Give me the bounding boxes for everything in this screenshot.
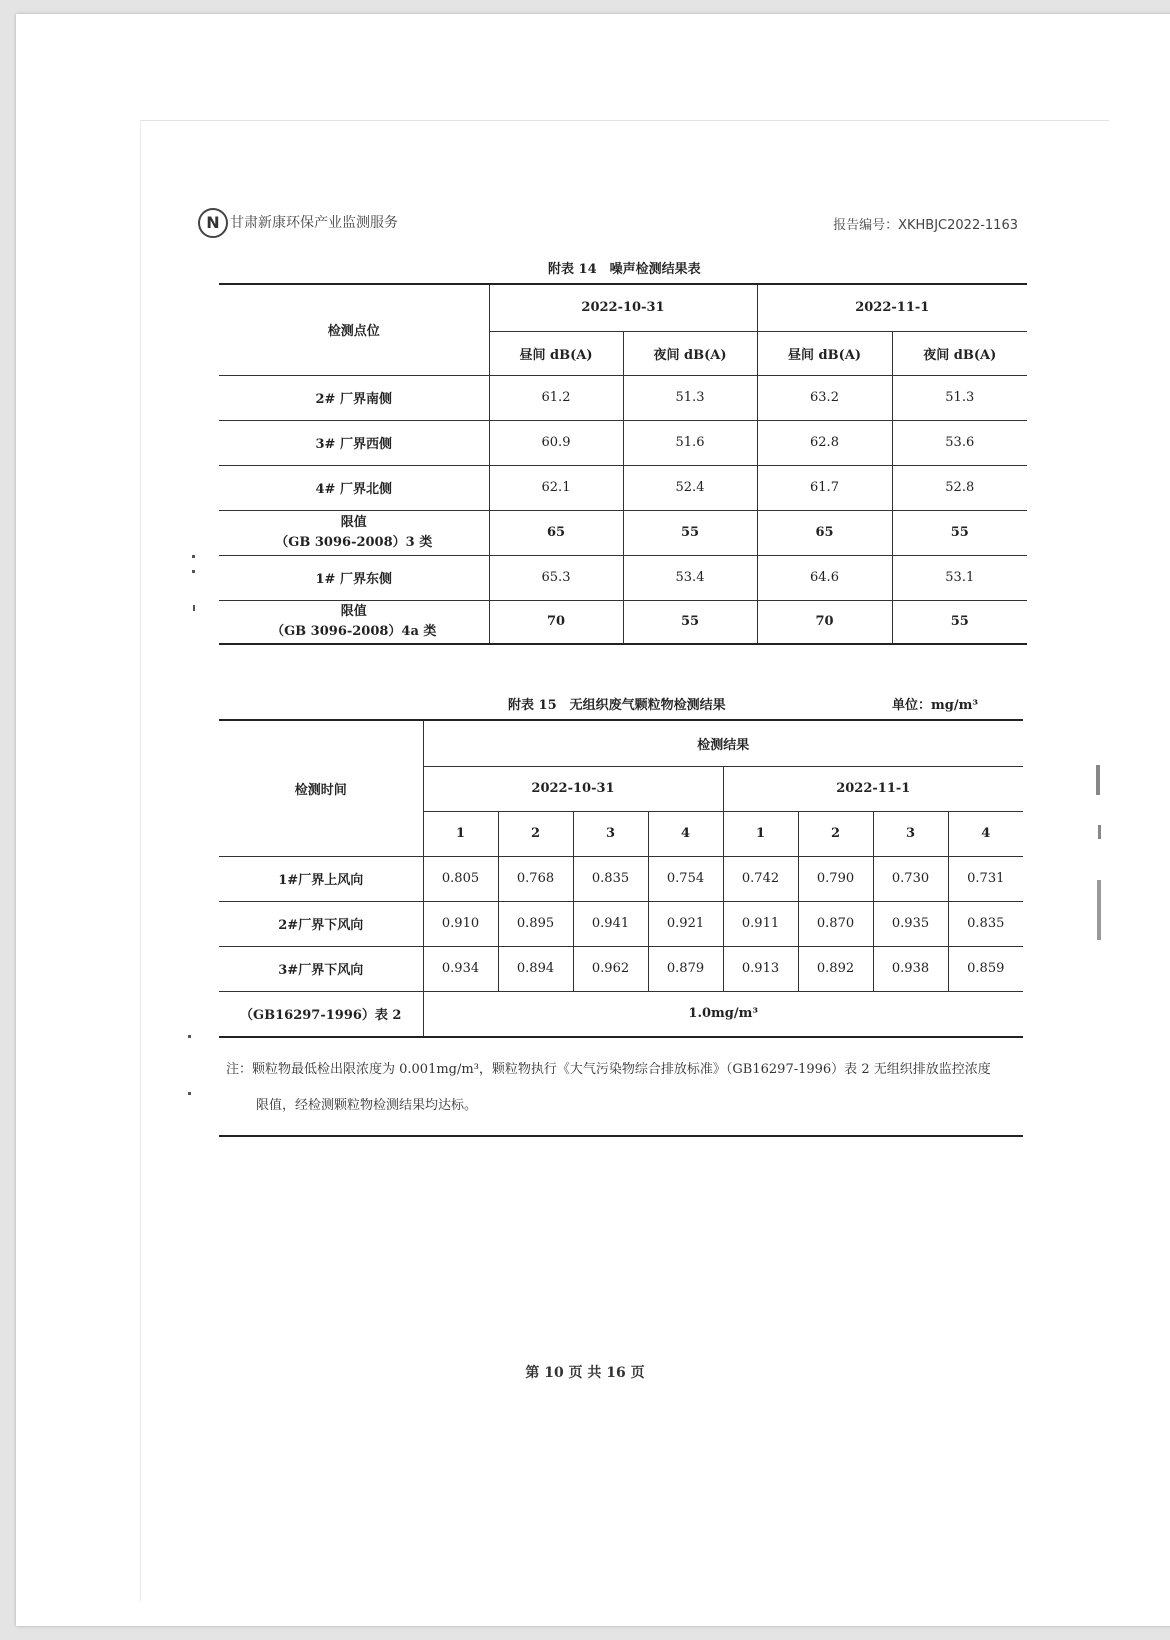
sample-number: 2 [498, 811, 573, 856]
scan-speck [192, 570, 195, 573]
limit-value: 55 [892, 510, 1027, 555]
cell-value: 0.962 [573, 946, 648, 991]
scan-speck [1098, 825, 1101, 839]
cell-value: 51.6 [623, 420, 757, 465]
cell-value: 0.870 [798, 901, 873, 946]
limit-value: 70 [757, 600, 892, 644]
table-row [219, 901, 1023, 946]
cell-value: 0.730 [873, 856, 948, 901]
limit-value: 55 [623, 600, 757, 644]
cell-value: 63.2 [757, 375, 892, 420]
point-header: 检测点位 [219, 285, 489, 375]
time-header: 检测时间 [219, 721, 423, 856]
cell-value: 62.8 [757, 420, 892, 465]
sample-number: 1 [423, 811, 498, 856]
row-label: 4# 厂界北侧 [219, 465, 489, 510]
company-name: 甘肃新康环保产业监测服务 [230, 215, 398, 231]
table-row [219, 555, 1027, 600]
row-label: 3#厂界下风向 [219, 946, 423, 991]
table-row [219, 856, 1023, 901]
limit-label [219, 600, 489, 644]
cell-value: 0.790 [798, 856, 873, 901]
limit-value: 70 [489, 600, 623, 644]
scan-speck [1096, 765, 1100, 795]
cell-value: 51.3 [892, 375, 1027, 420]
cell-value: 0.835 [573, 856, 648, 901]
cell-value: 0.913 [723, 946, 798, 991]
cell-value: 0.895 [498, 901, 573, 946]
sample-number: 4 [648, 811, 723, 856]
row-label: 1# 厂界东侧 [219, 555, 489, 600]
sample-number: 1 [723, 811, 798, 856]
sub-header: 夜间 dB(A) [892, 331, 1027, 375]
table14-caption: 附表 14 噪声检测结果表 [548, 262, 701, 277]
cell-value: 0.921 [648, 901, 723, 946]
cell-value: 51.3 [623, 375, 757, 420]
note-line2: 限值，经检测颗粒物检测结果均达标。 [256, 1098, 478, 1113]
limit-label-line2: （GB 3096-2008）4a 类 [271, 623, 437, 639]
table-row [219, 420, 1027, 465]
scan-speck [188, 1092, 191, 1095]
row-label: 2# 厂界南侧 [219, 375, 489, 420]
cell-value: 65.3 [489, 555, 623, 600]
table-row [219, 375, 1027, 420]
table-note [226, 1052, 1016, 1124]
cell-value: 52.4 [623, 465, 757, 510]
note-line1: 注：颗粒物最低检出限浓度为 0.001mg/m³，颗粒物执行《大气污染物综合排放标准》（GB16297-1996）表 2 无组织排放监控浓度 [226, 1062, 991, 1077]
limit-row [219, 991, 1023, 1037]
date-header: 2022-11-1 [757, 285, 1027, 331]
limit-value: 55 [623, 510, 757, 555]
table-row [219, 465, 1027, 510]
cell-value: 0.768 [498, 856, 573, 901]
limit-row [219, 600, 1027, 644]
row-label: 2#厂界下风向 [219, 901, 423, 946]
cell-value: 64.6 [757, 555, 892, 600]
sample-number: 4 [948, 811, 1023, 856]
cell-value: 61.2 [489, 375, 623, 420]
row-label: 3# 厂界西侧 [219, 420, 489, 465]
cell-value: 53.6 [892, 420, 1027, 465]
limit-value: 1.0mg/m³ [423, 991, 1023, 1037]
cell-value: 52.8 [892, 465, 1027, 510]
cell-value: 60.9 [489, 420, 623, 465]
report-number: 报告编号：XKHBJC2022-1163 [833, 218, 1018, 233]
cell-value: 0.910 [423, 901, 498, 946]
cell-value: 0.938 [873, 946, 948, 991]
scan-speck [192, 555, 195, 558]
scan-speck [1097, 880, 1101, 940]
cell-value: 61.7 [757, 465, 892, 510]
cell-value: 0.805 [423, 856, 498, 901]
limit-value: 65 [757, 510, 892, 555]
cell-value: 53.1 [892, 555, 1027, 600]
cell-value: 53.4 [623, 555, 757, 600]
date-header: 2022-11-1 [723, 766, 1023, 811]
table15-caption: 附表 15 无组织废气颗粒物检测结果 [508, 698, 726, 713]
cell-value: 0.941 [573, 901, 648, 946]
cell-value: 0.742 [723, 856, 798, 901]
page-number: 第 10 页 共 16 页 [525, 1365, 645, 1381]
limit-value: 55 [892, 600, 1027, 644]
scan-speck [188, 1035, 191, 1038]
limit-label-line1: 限值 [340, 514, 367, 530]
note-bottom-rule [219, 1135, 1023, 1137]
sample-number: 3 [873, 811, 948, 856]
limit-row [219, 510, 1027, 555]
limit-label [219, 510, 489, 555]
cell-value: 0.835 [948, 901, 1023, 946]
cell-value: 0.892 [798, 946, 873, 991]
sample-number: 3 [573, 811, 648, 856]
table-row [219, 946, 1023, 991]
cell-value: 0.894 [498, 946, 573, 991]
table15-unit: 单位：mg/m³ [892, 698, 979, 713]
cell-value: 0.879 [648, 946, 723, 991]
cell-value: 0.934 [423, 946, 498, 991]
sub-header: 昼间 dB(A) [489, 331, 623, 375]
company-logo: N [198, 208, 228, 238]
date-header: 2022-10-31 [423, 766, 723, 811]
cell-value: 0.754 [648, 856, 723, 901]
cell-value: 0.911 [723, 901, 798, 946]
limit-label-line1: 限值 [340, 603, 367, 619]
sample-number: 2 [798, 811, 873, 856]
limit-value: 65 [489, 510, 623, 555]
row-label: 1#厂界上风向 [219, 856, 423, 901]
limit-label: （GB16297-1996）表 2 [219, 991, 423, 1037]
cell-value: 62.1 [489, 465, 623, 510]
sub-header: 昼间 dB(A) [757, 331, 892, 375]
cell-value: 0.935 [873, 901, 948, 946]
scan-speck [193, 605, 195, 611]
particulate-results-table [219, 721, 1023, 1038]
cell-value: 0.731 [948, 856, 1023, 901]
sub-header: 夜间 dB(A) [623, 331, 757, 375]
result-header: 检测结果 [423, 721, 1023, 766]
date-header: 2022-10-31 [489, 285, 757, 331]
noise-results-table [219, 285, 1027, 645]
cell-value: 0.859 [948, 946, 1023, 991]
limit-label-line2: （GB 3096-2008）3 类 [275, 534, 433, 550]
